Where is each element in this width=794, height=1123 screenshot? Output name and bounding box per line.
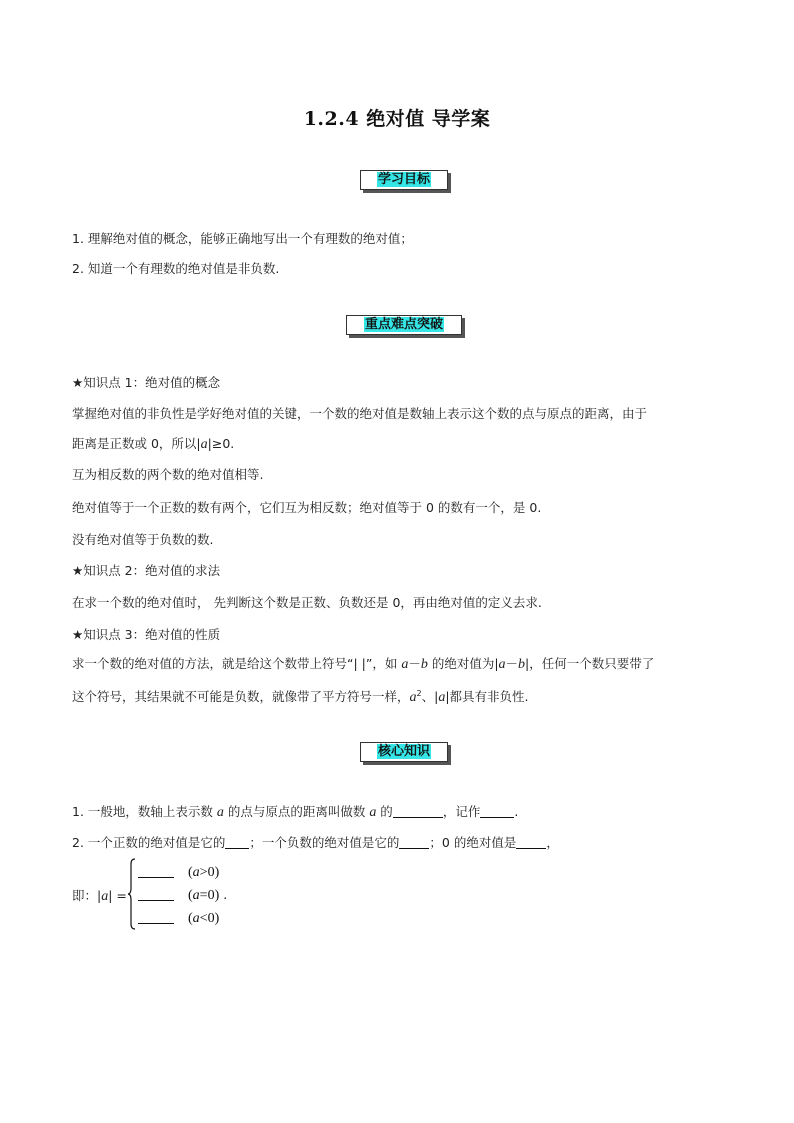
case-condition: >0 bbox=[199, 865, 215, 880]
section-header-goals-label: 学习目标 bbox=[377, 172, 430, 187]
piecewise-case-1: (a>0) bbox=[138, 864, 219, 881]
core-question-2 bbox=[72, 833, 559, 851]
variable-a: a bbox=[401, 657, 409, 672]
piecewise-case-3: (a<0) bbox=[138, 910, 219, 927]
kp1-text-3: 互为相反数的两个数的绝对值相等. bbox=[72, 467, 264, 482]
variable-b: b bbox=[420, 657, 428, 672]
kp3-text-2-a: 这个符号，其结果就不可能是负数，就像带了平方符号一样， bbox=[72, 689, 410, 704]
kp1-text-2 bbox=[72, 434, 234, 453]
variable-a: a bbox=[216, 805, 224, 820]
q2-text-b: ；一个负数的绝对值是它的 bbox=[249, 835, 400, 850]
answer-blank[interactable] bbox=[138, 865, 174, 878]
variable-a: a bbox=[200, 437, 208, 452]
answer-blank[interactable] bbox=[393, 805, 443, 818]
case-condition: =0 bbox=[199, 888, 215, 903]
kp3-text-1-a: 求一个数的绝对值的方法，就是给这个数带上符号“| |”，如 bbox=[72, 656, 402, 671]
case-condition: <0 bbox=[199, 911, 215, 926]
case-tail: . bbox=[219, 887, 228, 902]
section-header-goals bbox=[360, 170, 448, 190]
piecewise-prefix bbox=[72, 886, 127, 905]
variable-a: a bbox=[192, 865, 200, 880]
q1-text-e: 的 bbox=[376, 804, 393, 819]
kp1-text-5: 没有绝对值等于负数的数. bbox=[72, 532, 214, 547]
q2-text-c: ；0 的绝对值是 bbox=[429, 835, 517, 850]
minus-sign: － bbox=[408, 656, 421, 671]
kp1-text-2-c: |≥0. bbox=[207, 436, 235, 451]
variable-a: a bbox=[192, 888, 200, 903]
kp1-text-2-a: 距离是正数或 0，所以| bbox=[72, 436, 201, 451]
section-header-core-label: 核心知识 bbox=[377, 744, 430, 759]
kp2-heading: ★知识点 2：绝对值的求法 bbox=[72, 563, 221, 578]
kp3-text-2 bbox=[72, 687, 529, 706]
kp3-text-2-f: |都具有非负性. bbox=[445, 689, 529, 704]
answer-blank[interactable] bbox=[516, 836, 546, 849]
kp1-heading: ★知识点 1：绝对值的概念 bbox=[72, 375, 221, 390]
equals-sign: = bbox=[112, 888, 127, 903]
page-title: 1.2.4 绝对值 导学案 bbox=[303, 108, 491, 130]
q1-text-g: . bbox=[514, 804, 519, 819]
section-header-core bbox=[360, 742, 448, 762]
kp1-text-1: 掌握绝对值的非负性是学好绝对值的关键，一个数的绝对值是数轴上表示这个数的点与原点的距离，由于 bbox=[72, 406, 648, 421]
kp3-text-2-d: 、| bbox=[421, 689, 439, 704]
exponent-2: 2 bbox=[416, 688, 422, 698]
goal-item-1: 1. 理解绝对值的概念，能够正确地写出一个有理数的绝对值； bbox=[72, 231, 413, 246]
variable-b: b bbox=[518, 657, 526, 672]
variable-a: a bbox=[192, 911, 200, 926]
q1-text-c: 的点与原点的距离叫做数 bbox=[223, 804, 370, 819]
left-brace-icon bbox=[128, 858, 136, 930]
variable-a: a bbox=[101, 889, 109, 904]
kp3-text-1-e: 的绝对值为| bbox=[427, 656, 499, 671]
answer-blank[interactable] bbox=[399, 836, 429, 849]
kp3-heading: ★知识点 3：绝对值的性质 bbox=[72, 627, 221, 642]
section-header-key-points-label: 重点难点突破 bbox=[364, 317, 443, 332]
q1-text-f: ，记作 bbox=[442, 804, 481, 819]
abs-bar-right: | bbox=[108, 888, 113, 903]
q2-text-a: 2. 一个正数的绝对值是它的 bbox=[72, 835, 226, 850]
kp3-text-1 bbox=[72, 654, 654, 673]
q1-text-a: 1. 一般地，数轴上表示数 bbox=[72, 804, 217, 819]
kp3-text-1-i: |，任何一个数只要带了 bbox=[525, 656, 655, 671]
piecewise-case-2: (a=0) . bbox=[138, 887, 227, 904]
answer-blank[interactable] bbox=[480, 805, 514, 818]
core-question-1 bbox=[72, 802, 518, 821]
answer-blank[interactable] bbox=[225, 836, 249, 849]
answer-blank[interactable] bbox=[138, 911, 174, 924]
goal-item-2: 2. 知道一个有理数的绝对值是非负数. bbox=[72, 261, 280, 276]
variable-a: a bbox=[409, 690, 417, 705]
kp1-text-4: 绝对值等于一个正数的数有两个，它们互为相反数；绝对值等于 0 的数有一个，是 0. bbox=[72, 500, 542, 515]
kp2-text-1: 在求一个数的绝对值时， 先判断这个数是正数、负数还是 0，再由绝对值的定义去求. bbox=[72, 595, 542, 610]
variable-a: a bbox=[498, 657, 506, 672]
abs-bar-left: | bbox=[97, 888, 102, 903]
variable-a: a bbox=[438, 690, 446, 705]
answer-blank[interactable] bbox=[138, 888, 174, 901]
piecewise-label: 即： bbox=[72, 888, 98, 903]
section-header-key-points bbox=[346, 315, 462, 335]
q2-text-d: ， bbox=[546, 835, 559, 850]
variable-a: a bbox=[369, 805, 377, 820]
minus-sign: － bbox=[505, 656, 519, 671]
